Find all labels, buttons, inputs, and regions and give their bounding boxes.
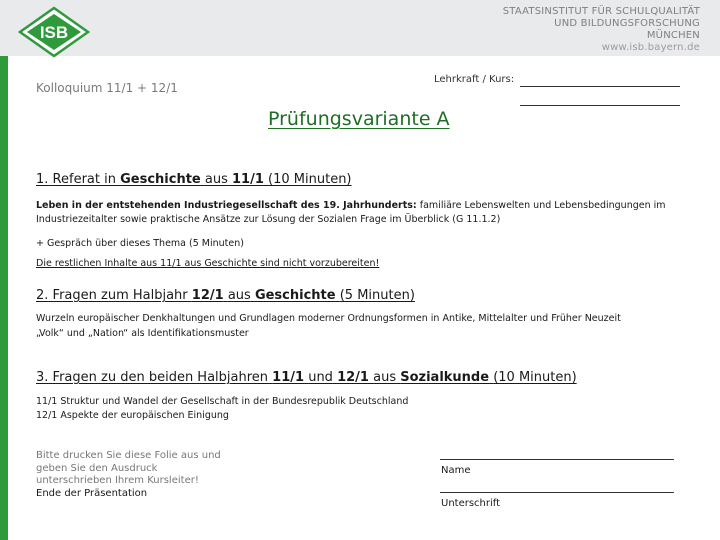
section-1-heading: [36, 172, 352, 187]
section-1-hinweis: Die restlichen Inhalte aus 11/1 aus Geschichte sind nicht vorzubereiten!: [36, 258, 380, 269]
section-2-line-2: „Volk“ und „Nation“ als Identifikationsmuster: [36, 328, 249, 339]
signature-label: Unterschrift: [441, 498, 501, 509]
institute-line-2: UND BILDUNGSFORSCHUNG: [554, 18, 700, 29]
section-3-head-c: (10 Minuten): [493, 370, 577, 385]
section-1-head-c: (10 Minuten): [268, 172, 352, 187]
section-3-num: 3.: [36, 370, 49, 385]
print-note: [36, 450, 236, 500]
print-note-line-1: Bitte drucken Sie diese Folie aus und: [36, 450, 221, 461]
section-1-body: [36, 199, 676, 227]
section-1-gespraech: + Gespräch über dieses Thema (5 Minuten): [36, 238, 244, 249]
section-3-term-2: 12/1: [337, 370, 369, 385]
section-3-heading: [36, 370, 577, 385]
section-3-head-b: aus: [373, 370, 397, 385]
section-2-subject: Geschichte: [254, 288, 336, 303]
signature-line: [440, 492, 674, 493]
kolloquium-label: Kolloquium 11/1 + 12/1: [36, 81, 178, 95]
institute-line-3: MÜNCHEN: [646, 30, 700, 41]
lehrkraft-label: Lehrkraft / Kurs:: [434, 74, 515, 85]
section-3-term-1: 11/1: [272, 370, 305, 385]
section-2-head-a: Fragen zum Halbjahr: [52, 288, 188, 303]
section-3-line-1: 11/1 Struktur und Wandel der Gesellschaft in der Bundesrepublik Deutschland: [36, 396, 409, 407]
section-1-num: 1.: [36, 172, 49, 187]
section-1-subject: Geschichte: [120, 172, 201, 187]
page-title: Prüfungsvariante A: [268, 108, 450, 130]
institute-line-1: STAATSINSTITUT FÜR SCHULQUALITÄT: [502, 6, 700, 17]
section-2-num: 2.: [36, 288, 49, 303]
section-3-head-a: Fragen zu den beiden Halbjahren: [52, 370, 269, 385]
section-2-term: 12/1: [191, 288, 224, 303]
section-2-heading: [36, 288, 415, 303]
institute-name: [503, 6, 700, 54]
name-line: [440, 459, 674, 460]
end-of-presentation: Ende der Präsentation: [36, 487, 148, 499]
section-3-subject: Sozialkunde: [400, 370, 490, 385]
logo-text: ISB: [39, 23, 69, 42]
section-3-line-2: 12/1 Aspekte der europäischen Einigung: [36, 410, 229, 421]
lehrkraft-line-1: [520, 86, 680, 87]
section-1-body-text: familiäre Lebenswelten und Lebensbedingungen im Industriezeitalter sowie praktische Ansätze zur Lösung der Sozialen Frage im Überblick (G 11.1.2): [36, 200, 666, 225]
left-accent-bar: [0, 56, 8, 540]
section-1-head-b: aus: [204, 172, 228, 187]
section-1-body-bold: Leben in der entstehenden Industriegesellschaft des 19. Jahrhunderts:: [36, 200, 417, 211]
isb-logo: [18, 6, 90, 58]
print-note-line-3: unterschrieben Ihrem Kursleiter!: [36, 475, 199, 486]
section-1-head-a: Referat in: [52, 172, 116, 187]
section-2-head-c: (5 Minuten): [339, 288, 415, 303]
section-2-head-b: aus: [227, 288, 251, 303]
print-note-line-2: geben Sie den Ausdruck: [36, 462, 158, 474]
name-label: Name: [441, 465, 471, 476]
section-1-term: 11/1: [232, 172, 264, 187]
section-2-line-1: Wurzeln europäischer Denkhaltungen und Grundlagen moderner Ordnungsformen in Antike, Mittelalter und Früher Neuzeit: [36, 313, 621, 324]
lehrkraft-line-2: [520, 105, 680, 106]
section-3-and: und: [308, 370, 333, 385]
institute-url: www.isb.bayern.de: [601, 42, 700, 53]
